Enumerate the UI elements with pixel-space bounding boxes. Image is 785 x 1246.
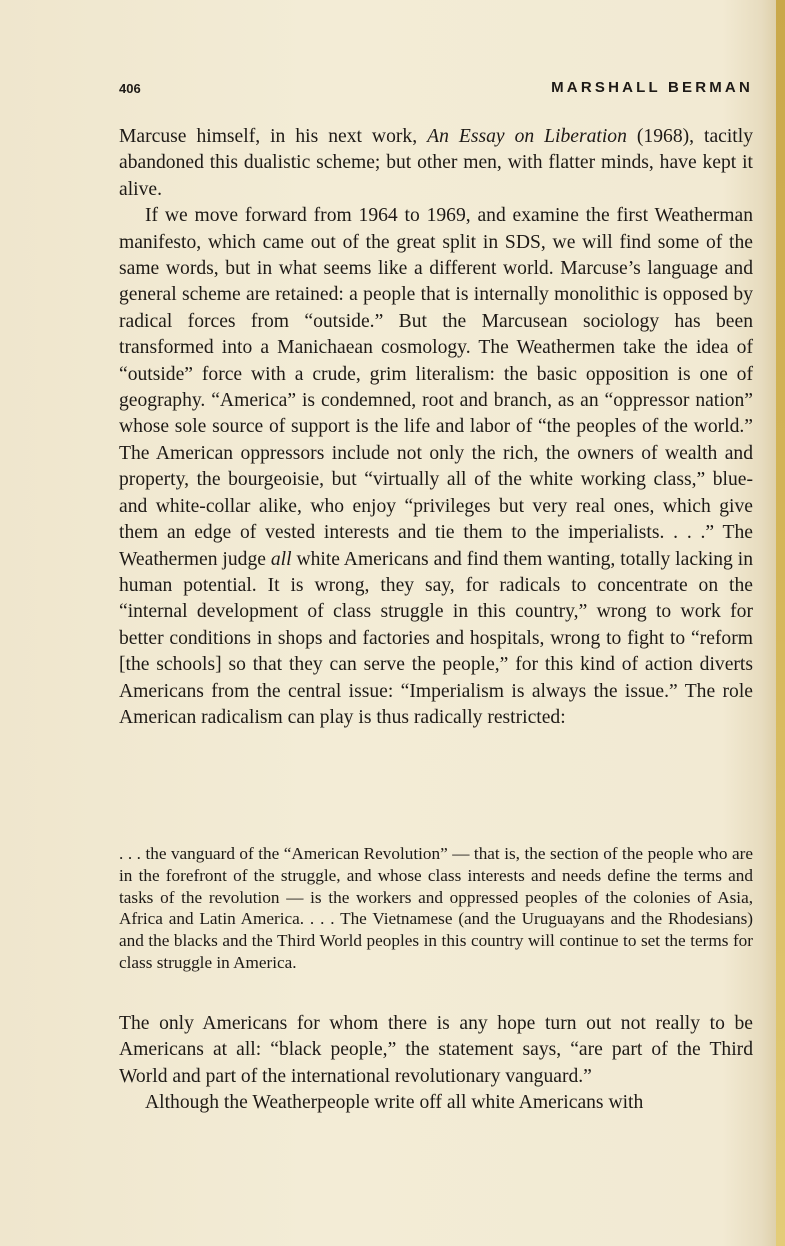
block-quote-text: . . . the vanguard of the “American Revolution” — that is, the section of the people who are in the forefront of the struggle, and whose class interests and needs define the terms and tasks of the revolution — is the workers and oppressed peoples of the colonies of Asia, Africa and Latin America. . . . The Vietnamese (and the Uruguayans and the Rhodesians) and the blacks and the Third World peoples in this country will continue to set the terms for class struggle in America. xyxy=(119,844,753,972)
paragraph-2-text-a: If we move forward from 1964 to 1969, and examine the first Weatherman manifesto, which came out of the great split in SDS, we will find some of the same words, but in what seems like a different world. Marcuse’s language and general scheme are retained: a people that is internally monolithic is opposed by radical forces from “outside.” But the Marcusean sociology has been transformed into a Manichaean cosmology. The Weathermen take the idea of “outside” force with a crude, grim literalism: the basic opposition is one of geography. “America” is condemned, root and branch, as an “oppressor nation” whose sole source of support is the life and labor of “the peoples of the world.” The American oppressors include not only the rich, the owners of wealth and property, the bourgeoisie, but “virtually all of the white working class,” blue- and white-collar alike, who enjoy “privileges but very real ones, which give them an edge of vested interests and tie them to the imperialists. . . .” The Weathermen judge xyxy=(119,205,753,570)
paragraph-3: The only Americans for whom there is any hope turn out not really to be Americans at all: “black people,” the statement says, “are part of the Third World and part of the international revolutionary vanguard.” xyxy=(119,1013,753,1087)
body-text xyxy=(119,124,753,731)
paragraph-2-text-b: white Americans and find them wanting, totally lacking in human potential. It is wrong, they say, for radicals to concentrate on the “internal development of class struggle in this country,” wrong to work for better conditions in shops and factories and hospitals, wrong to fight to “reform [the schools] so that they can serve the people,” for this kind of action diverts Americans from the central issue: “Imperialism is always the issue.” The role American radicalism can play is thus radically restricted: xyxy=(119,548,753,728)
paragraph-2 xyxy=(119,203,753,731)
page-header xyxy=(119,81,753,103)
paragraph-1-text-a: Marcuse himself, in his next work, xyxy=(119,126,428,147)
page-number: 406 xyxy=(119,81,141,96)
paragraph-1 xyxy=(119,124,753,203)
paragraph-1-text-b: (1968), tacitly abandoned this dualistic scheme; but other men, with flatter minds, have kept it alive. xyxy=(119,126,753,200)
emphasis-all: all xyxy=(270,548,292,570)
page-edge xyxy=(776,0,785,1246)
running-head: MARSHALL BERMAN xyxy=(551,79,753,96)
book-title: An Essay on Liberation xyxy=(427,126,627,147)
block-quote xyxy=(119,843,753,974)
body-text-continued xyxy=(119,1011,753,1117)
paragraph-4: Although the Weatherpeople write off all white Americans with xyxy=(145,1092,644,1114)
